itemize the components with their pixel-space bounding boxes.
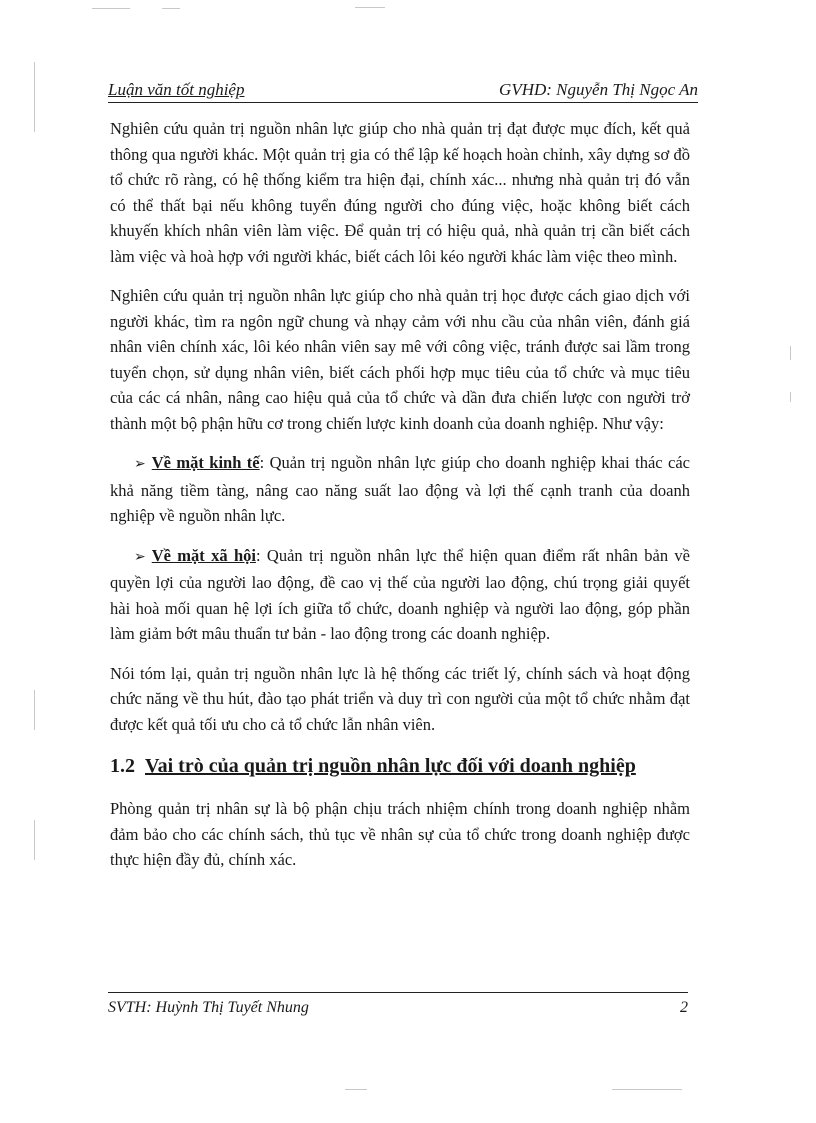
section-heading <box>110 755 690 778</box>
scan-mark <box>162 8 180 9</box>
section-title: Vai trò của quản trị nguồn nhân lực đối với doanh nghiệp <box>145 755 636 777</box>
bullet-item <box>110 450 690 529</box>
bullet-label: Về mặt kinh tế <box>151 453 260 472</box>
bullet-text: : Quản trị nguồn nhân lực thể hiện quan điểm rất nhân bản về quyền lợi của người lao động, đề cao vị thế của người lao động, chú trọng giải quyết hài hoà mối quan hệ lợi ích giữa tổ chức, doanh nghiệp và người lao động, góp phần làm giảm bớt mâu thuẩn tư bản - lao động trong các doanh nghiệp. <box>110 545 690 643</box>
page-header <box>108 80 698 103</box>
scan-mark <box>612 1089 682 1090</box>
scan-mark <box>92 8 130 9</box>
footer-student: SVTH: Huỳnh Thị Tuyết Nhung <box>108 999 309 1016</box>
scan-mark <box>345 1089 367 1090</box>
scan-mark <box>790 346 791 360</box>
scan-mark <box>34 62 35 132</box>
scan-mark <box>355 7 385 8</box>
bullet-item <box>110 543 690 647</box>
section-paragraph: Phòng quản trị nhân sự là bộ phận chịu trách nhiệm chính trong doanh nghiệp nhằm đảm bảo cho các chính sách, thủ tục về nhân sự của tổ chức trong doanh nghiệp được thực hiện đầy đủ, chính xác. <box>110 799 690 869</box>
section-number: 1.2 <box>110 755 135 777</box>
paragraph: Nghiên cứu quản trị nguồn nhân lực giúp cho nhà quản trị học được cách giao dịch với người khác, tìm ra ngôn ngữ chung và nhạy cảm với nhu cầu của nhân viên, đánh giá nhân viên chính xác, lôi kéo nhân viên say mê với công việc, tránh được sai lầm trong tuyển chọn, sử dụng nhân viên, biết cách phối hợp mục tiêu của tổ chức và mục tiêu của các cá nhân, nâng cao hiệu quả của tổ chức và dần đưa chiến lược con người trở thành một bộ phận hữu cơ trong chiến lược kinh doanh của doanh nghiệp. Như vậy: <box>110 286 690 433</box>
page-number: 2 <box>680 999 688 1016</box>
page-footer <box>108 992 688 1017</box>
header-advisor: GVHD: Nguyễn Thị Ngọc An <box>499 80 698 99</box>
bullet-text: : Quản trị nguồn nhân lực giúp cho doanh nghiệp khai thác các khả năng tiềm tàng, nâng cao năng suất lao động và lợi thế cạnh tranh của doanh nghiệp về nguồn nhân lực. <box>110 453 690 525</box>
scan-mark <box>34 820 35 860</box>
summary-paragraph: Nói tóm lại, quản trị nguồn nhân lực là hệ thống các triết lý, chính sách và hoạt động chức năng về thu hút, đào tạo phát triển và duy trì con người của một tổ chức nhằm đạt được kết quả tối ưu cho cả tổ chức lẫn nhân viên. <box>110 663 690 734</box>
page-content <box>110 116 690 887</box>
arrow-bullet-icon: ➢ <box>134 549 146 565</box>
header-thesis-label: Luận văn tốt nghiệp <box>108 80 245 99</box>
arrow-bullet-icon: ➢ <box>134 457 146 472</box>
scan-mark <box>34 690 35 730</box>
paragraph: Nghiên cứu quản trị nguồn nhân lực giúp cho nhà quản trị đạt được mục đích, kết quả thông qua người khác. Một quản trị gia có thể lập kế hoạch hoàn chỉnh, xây dựng sơ đồ tổ chức rõ ràng, có hệ thống kiểm tra hiện đại, chính xác... nhưng nhà quản trị đó vẫn có thể thất bại nếu không tuyển đúng người cho đúng việc, hoặc không biết cách khuyến khích nhân viên làm việc. Để quản trị có hiệu quả, nhà quản trị cần biết cách làm việc và hoà hợp với người khác, biết cách lôi kéo người khác làm việc theo mình. <box>110 119 690 266</box>
bullet-label: Về mặt xã hội <box>151 545 256 565</box>
scan-mark <box>790 392 791 402</box>
